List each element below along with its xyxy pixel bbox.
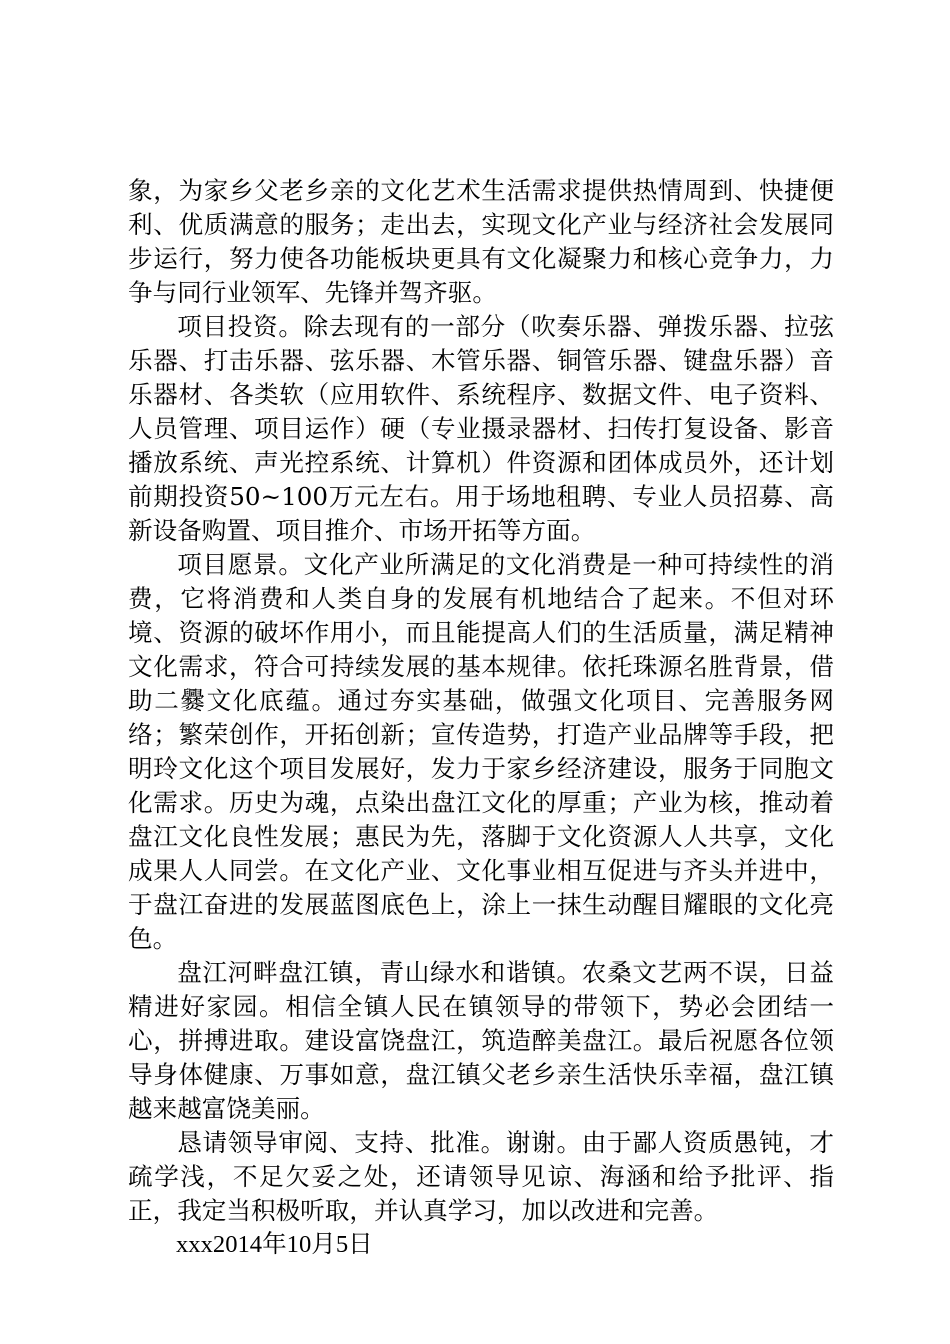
paragraph-project-vision: 项目愿景。文化产业所满足的文化消费是一种可持续性的消费，它将消费和人类自身的发展有机地结合了起来。不但对环境、资源的破坏作用小，而且能提高人们的生活质量，满足精神文化需求，符合可持续发展的基本规律。依托珠源名胜背景，借助二爨文化底蕴。通过夯实基础，做强文化项目、完善服务网络；繁荣创作，开拓创新；宣传造势，打造产业品牌等手段，把明玲文化这个项目发展好，发力于家乡经济建设，服务于同胞文化需求。历史为魂，点染出盘江文化的厚重；产业为核，推动着盘江文化良性发展；惠民为先，落脚于文化资源人人共享，文化成果人人同尝。在文化产业、文化事业相互促进与齐头并进中，于盘江奋进的发展蓝图底色上，涂上一抹生动醒目耀眼的文化亮色。: [128, 550, 834, 953]
paragraph-panjiang-town: 盘江河畔盘江镇，青山绿水和谐镇。农桑文艺两不误，日益精进好家园。相信全镇人民在镇领导的带领下，势必会团结一心，拼搏进取。建设富饶盘江，筑造醉美盘江。最后祝愿各位领导身体健康、万事如意，盘江镇父老乡亲生活快乐幸福，盘江镇越来越富饶美丽。: [128, 958, 834, 1123]
signature-date: xxx2014年10月5日: [176, 1231, 373, 1258]
document-page: [128, 174, 834, 1262]
paragraph-continuation: 象，为家乡父老乡亲的文化艺术生活需求提供热情周到、快捷便利、优质满意的服务；走出去，实现文化产业与经济社会发展同步运行，努力使各功能板块更具有文化凝聚力和核心竞争力，力争与同行业领军、先锋并驾齐驱。: [128, 176, 834, 307]
paragraph-project-investment: 项目投资。除去现有的一部分（吹奏乐器、弹拨乐器、拉弦乐器、打击乐器、弦乐器、木管乐器、铜管乐器、键盘乐器）音乐器材、各类软（应用软件、系统程序、数据文件、电子资料、人员管理、项目运作）硬（专业摄录器材、扫传打复设备、影音播放系统、声光控系统、计算机）件资源和团体成员外，还计划前期投资50~100万元左右。用于场地租聘、专业人员招募、高新设备购置、项目推介、市场开拓等方面。: [128, 312, 834, 545]
paragraph-request-approval: 恳请领导审阅、支持、批准。谢谢。由于鄙人资质愚钝，才疏学浅，不足欠妥之处，还请领导见谅、海涵和给予批评、指正，我定当积极听取，并认真学习，加以改进和完善。: [128, 1128, 834, 1225]
